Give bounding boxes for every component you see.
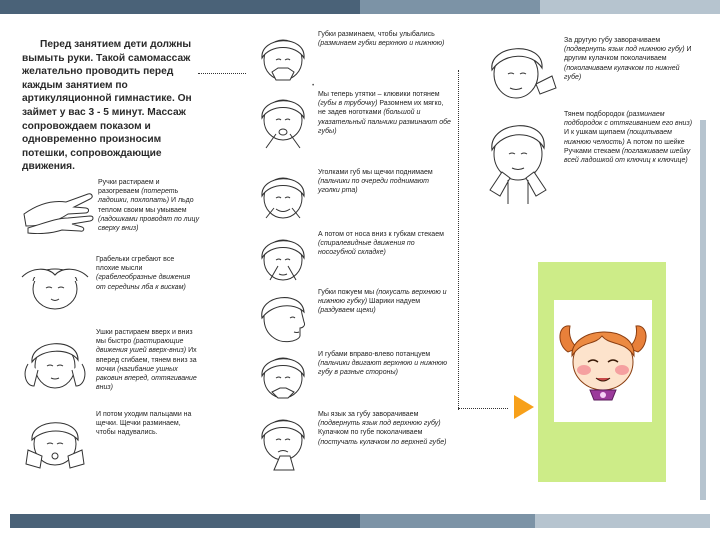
middle-step-2-text: Мы теперь утятки – клювики потянем [318,91,440,98]
ears-massage-illustration [18,328,92,398]
forehead-massage-illustration [18,255,92,311]
connector-to-girl [458,408,508,409]
middle-step-6-text: И губами вправо-влево потанцуем [318,351,431,358]
middle-step-5-text: Губки пожуем мы [318,289,377,296]
middle-step-5-note2: (раздуваем щеки) [318,307,376,315]
left-step-1-extra: И льдо теплом своим мы умываем [98,197,194,214]
right-step-2-note2: (пощипываем нижнюю челюсть) [564,129,672,146]
middle-step-2-note2: (большой и указательный пальчики разминают обе губы) [318,109,451,135]
chin-neck-illustration [480,110,558,208]
middle-step-7-note2: (постучать кулачком по верхней губе) [318,438,447,446]
slide-bottom-band [10,514,710,528]
left-step-3-extra: Их вперед сгибаем, тянем вниз за мочки [96,347,197,373]
left-step-3-note2: (нагибание ушных раковин вперед, оттягивание вниз) [96,365,197,392]
left-step-4 [18,410,200,474]
right-edge-band [700,120,706,500]
left-step-2-text: Грабельки сгребают все плохие мысли [96,256,175,273]
middle-step-5-extra: Шарики надуем [367,298,421,306]
top-band-light [540,0,720,14]
lips-dance-illustration [252,350,314,404]
right-step-2 [480,110,695,208]
left-step-3-note: (растирающие движения ушей вверх-вниз) [96,338,187,355]
nasolabial-illustration [252,230,314,284]
middle-step-1 [252,30,452,84]
tongue-upper-lip-illustration [252,410,314,472]
left-step-3-text: Ушки растираем вверх и вниз мы быстро [96,329,193,346]
middle-step-3-note: (пальчики по очереди поднимают уголки рта) [318,178,430,195]
bottom-band-dark [10,514,360,528]
right-step-1-text: За другую губу заворачиваем [564,37,661,44]
middle-step-4 [252,230,452,284]
left-step-1-text: Ручки растираем и разогреваем [98,179,160,196]
middle-step-4-note: (спиралевидные движения по носогубной складке) [318,240,415,257]
middle-step-7-note: (подвернуть язык под верхнюю губу) [318,420,441,428]
mouth-corners-illustration [252,168,314,222]
right-step-2-extra2: А потом по шейке Ручками стекаем [564,138,685,155]
top-band-mid [360,0,540,14]
slide-top-band [0,0,720,14]
cheeks-massage-illustration [18,410,92,474]
middle-step-3 [252,168,452,222]
smiling-girl-illustration [554,300,652,422]
bottom-band-mid [360,514,535,528]
connector-column [458,70,459,410]
left-step-1-note: (потереть ладошки, похлопать) [98,188,179,205]
right-step-1-note: (подвернуть язык под нижнюю губу) [564,46,685,54]
middle-step-7-text: Мы язык за губу заворачиваем [318,411,419,418]
middle-step-3-text: Уголками губ мы щечки поднимаем [318,169,433,176]
connector-intro [198,73,246,74]
middle-step-5-note: (покусать верхнюю и нижнюю губку) [318,289,447,306]
profile-cheeks-illustration [252,288,314,346]
left-step-2-note: (грабелеобразные движения от середины лба к вискам) [96,274,191,291]
bottom-band-light [535,514,710,528]
right-step-2-note3: (поглаживаем шейку всей ладошкой от ключиц к ключице) [564,147,691,165]
middle-step-1-note: (разминаем губки верхнюю и нижнюю) [318,40,445,48]
lips-knead-illustration [252,30,314,84]
step-marker: • [312,82,315,89]
hands-rubbing-illustration [22,178,96,234]
left-step-3 [18,328,200,398]
middle-step-2 [252,90,452,152]
duck-lips-illustration [252,90,314,152]
middle-step-6 [252,350,452,404]
right-step-1-note2: (поколачиваем кулачком по нижней губе) [564,64,680,81]
middle-step-1-text: Губки разминаем, чтобы улыбались [318,31,435,38]
tongue-lower-lip-illustration [480,36,558,106]
middle-step-2-note: (губы в трубочку) [318,100,378,108]
intro-paragraph: Перед занятием дети должны вымыть руки. Такой самомассаж желательно проводить перед каждым занятием по артикуляционной гимнастике. Он займет у вас 3 - 5 минут. Массаж сопровождаем показом и одновременно произносим потешки, сопровождающие движения. [22,39,192,173]
left-step-4-text: И потом уходим пальцами на щечки. Щечки разминаем, чтобы надувались. [96,411,192,437]
orange-arrow-icon [514,395,534,419]
middle-step-7-extra: Кулачком по губе поколачиваем [318,429,423,437]
right-step-1 [480,36,695,106]
middle-step-7 [252,410,452,472]
left-step-1 [22,178,200,234]
left-step-1-note2: (ладошками проводят по лицу сверху вниз) [98,215,200,233]
right-step-2-note: (разминаем подбородок с оттягиванием его вниз) [564,111,693,128]
right-step-1-extra: И другим кулачком поколачиваем [564,46,692,63]
middle-step-4-text: А потом от носа вниз к губкам стекаем [318,231,444,238]
middle-step-5 [252,288,452,346]
left-step-2 [18,255,198,311]
right-step-2-text: Тянем подбородок [564,111,627,118]
girl-picture-frame [554,300,652,422]
right-step-2-extra: И к ушкам щипаем [564,129,627,137]
middle-step-6-note: (пальчики двигают верхнюю и нижнюю губу в разные стороны) [318,360,448,377]
middle-step-2-extra: Разомнем их мягко, не задев ноготками [318,100,444,117]
top-band-dark [0,0,360,14]
